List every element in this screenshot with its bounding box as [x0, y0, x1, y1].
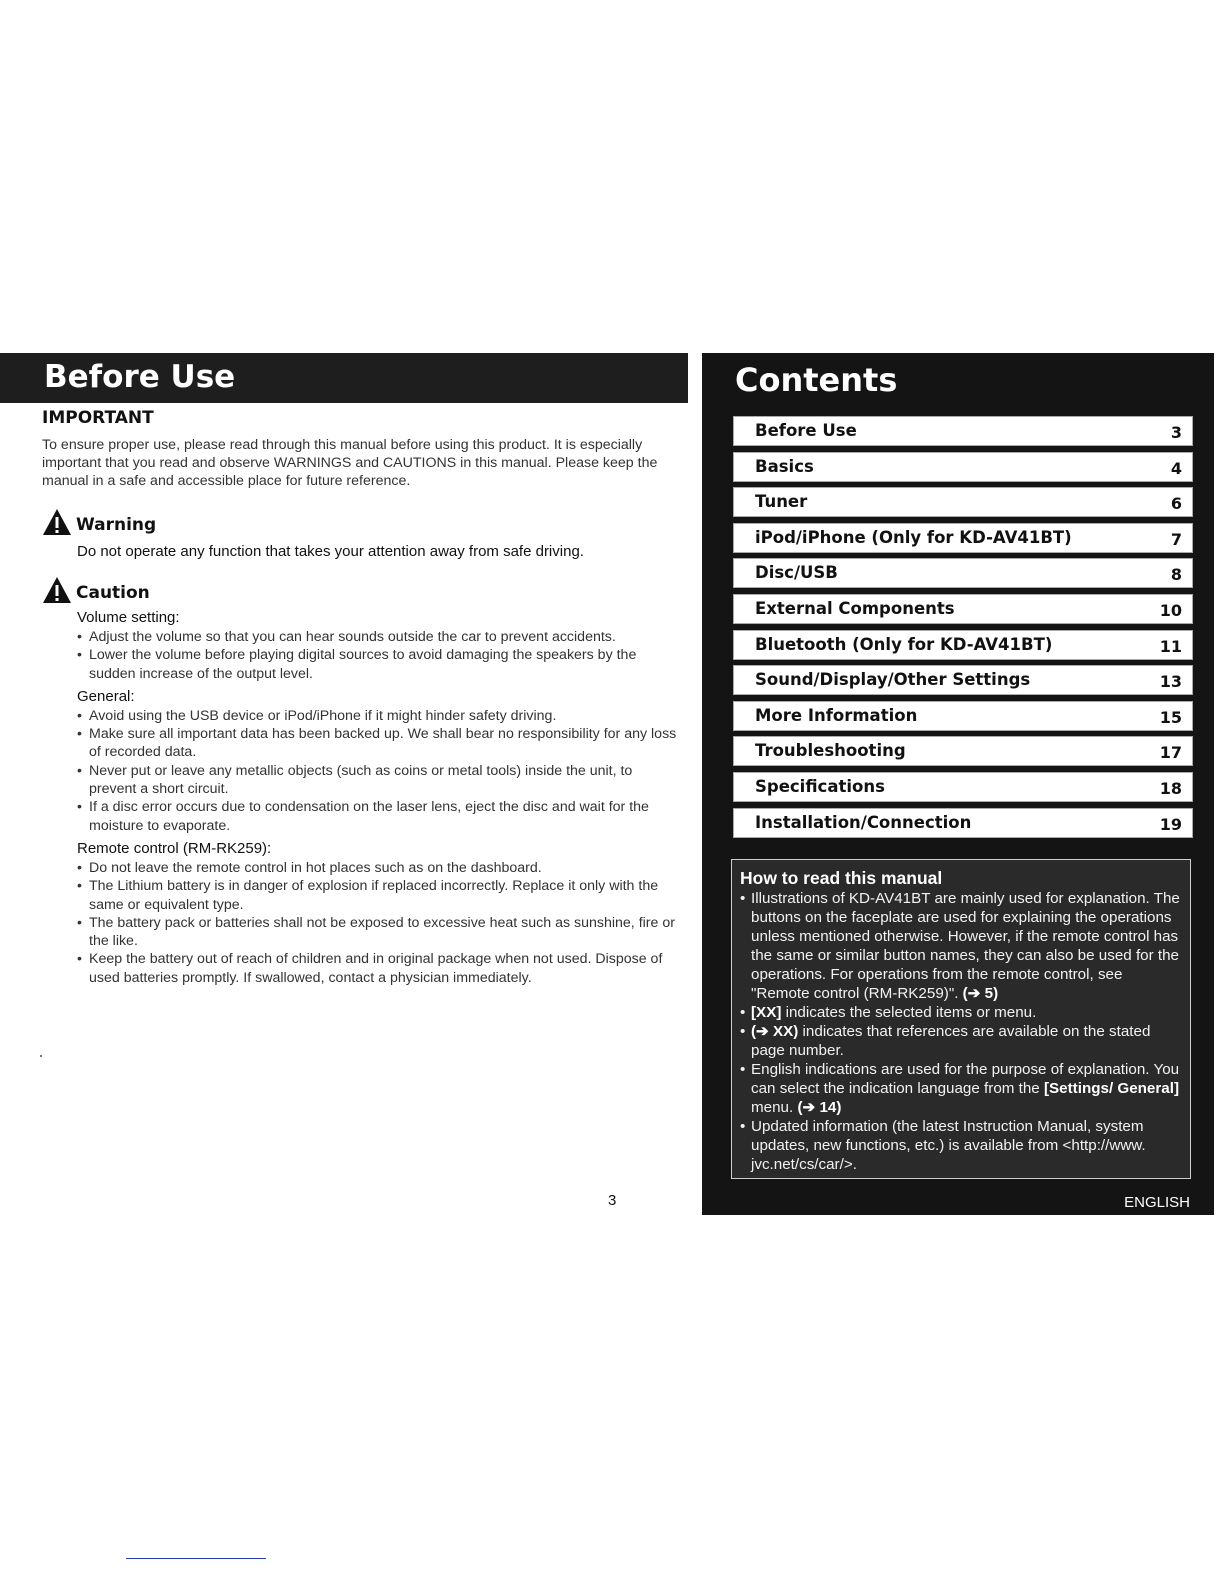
- list-item: • The battery pack or batteries shall not be exposed to excessive heat such as sunshine, fire or the like.: [77, 914, 682, 951]
- toc-page: 19: [1159, 814, 1182, 834]
- list-item: • Lower the volume before playing digital sources to avoid damaging the speakers by the sudden increase of the output level.: [77, 646, 682, 683]
- remote-list: [77, 859, 682, 987]
- toc-label: Tuner: [755, 492, 808, 512]
- howto-item-text: menu.: [751, 1099, 798, 1116]
- toc-entry[interactable]: [733, 594, 1193, 624]
- toc-page: 18: [1159, 778, 1182, 798]
- list-item: • Do not leave the remote control in hot places such as on the dashboard.: [77, 859, 682, 877]
- list-item: • The Lithium battery is in danger of explosion if replaced incorrectly. Replace it only with the same or equivalent type.: [77, 877, 682, 914]
- toc-label: iPod/iPhone (Only for KD-AV41BT): [755, 527, 1072, 547]
- contents-title: Contents: [735, 361, 898, 399]
- toc-entry[interactable]: [733, 772, 1193, 802]
- warning-label: Warning: [76, 515, 157, 535]
- howto-item-text: Illustrations of KD-AV41BT are mainly used for explanation. The buttons on the faceplate are used for explaining the operations unless mentioned otherwise. However, if the remote control has the same or similar button names, they can also be used for the operations. For operations from the remote control, see "Remote control (RM-RK259)".: [751, 890, 1180, 1002]
- how-to-read-box: [731, 859, 1191, 1179]
- toc-page: 6: [1170, 494, 1182, 514]
- toc-entry[interactable]: [733, 416, 1193, 446]
- caution-header: [42, 576, 682, 604]
- language-label: ENGLISH: [1124, 1194, 1190, 1211]
- toc-label: Troubleshooting: [755, 741, 906, 761]
- page-number: 3: [608, 1192, 617, 1209]
- toc-label: Specifications: [755, 776, 885, 796]
- important-text: To ensure proper use, please read through this manual before using this product. It is especially important that you read and observe WARNINGS and CAUTIONS in this manual. Please keep the manual in a safe and accessible place for future reference.: [42, 437, 658, 489]
- scan-speck: [40, 1055, 42, 1057]
- toc-entry[interactable]: [733, 736, 1193, 766]
- list-item: • Avoid using the USB device or iPod/iPhone if it might hinder safety driving.: [77, 707, 682, 725]
- list-item: [740, 1003, 1180, 1022]
- toc-entry[interactable]: [733, 523, 1193, 553]
- volume-list: [77, 628, 682, 683]
- general-list: [77, 707, 682, 835]
- toc-page: 3: [1170, 423, 1182, 442]
- toc-page: 7: [1170, 529, 1182, 549]
- howto-item-text: Updated information (the latest Instruction Manual, system updates, new functions, etc.) is available from <http://www. jvc.net/cs/car/>.: [751, 1118, 1146, 1173]
- toc-label: Disc/USB: [755, 563, 838, 583]
- list-item: [740, 1060, 1180, 1117]
- general-heading: General:: [77, 687, 135, 705]
- caution-label: Caution: [76, 583, 150, 603]
- toc-entry[interactable]: [733, 558, 1193, 588]
- toc-page: 13: [1159, 672, 1182, 692]
- toc-page: 10: [1159, 600, 1182, 620]
- toc-page: 4: [1170, 458, 1182, 478]
- list-item: • If a disc error occurs due to condensation on the laser lens, eject the disc and wait for the moisture to evaporate.: [77, 798, 682, 835]
- toc-page: 8: [1170, 565, 1182, 585]
- warning-header: [42, 508, 682, 536]
- howto-bold: [XX]: [751, 1004, 782, 1021]
- howto-bold: (➔ XX): [751, 1023, 799, 1040]
- howto-item-text: English indications are used for the purpose of explanation. You can select the indication language from the: [751, 1061, 1180, 1097]
- toc-entry[interactable]: [733, 665, 1193, 695]
- table-of-contents: [733, 416, 1193, 843]
- list-item: • Adjust the volume so that you can hear sounds outside the car to prevent accidents.: [77, 628, 682, 646]
- howto-ref: (➔ 14): [797, 1099, 842, 1116]
- toc-entry[interactable]: [733, 701, 1193, 731]
- toc-label: External Components: [755, 598, 955, 618]
- warning-icon: [42, 508, 72, 536]
- contents-panel: [702, 353, 1214, 1215]
- toc-label: Installation/Connection: [755, 812, 972, 832]
- important-heading: IMPORTANT: [42, 408, 154, 428]
- list-item: • Never put or leave any metallic objects (such as coins or metal tools) inside the unit, to prevent a short circuit.: [77, 762, 682, 799]
- caution-icon: [42, 576, 72, 604]
- page-title: Before Use: [44, 359, 236, 395]
- list-item: • Make sure all important data has been backed up. We shall bear no responsibility for any loss of recorded data.: [77, 725, 682, 762]
- toc-entry[interactable]: [733, 487, 1193, 517]
- toc-page: 11: [1159, 636, 1182, 656]
- toc-label: Before Use: [755, 421, 857, 440]
- toc-label: Sound/Display/Other Settings: [755, 670, 1031, 690]
- howto-item-text: indicates that references are available on the stated page number.: [751, 1023, 1151, 1059]
- howto-list: [740, 889, 1180, 1174]
- footer-underline: [126, 1558, 266, 1559]
- howto-heading: How to read this manual: [740, 868, 943, 888]
- remote-heading: Remote control (RM-RK259):: [77, 839, 272, 857]
- toc-page: 15: [1159, 707, 1182, 727]
- howto-ref: (➔ 5): [962, 985, 999, 1002]
- before-use-banner: [0, 353, 688, 403]
- list-item: • Keep the battery out of reach of children and in original package when not used. Dispose of used batteries promptly. If swallowed, contact a physician immediately.: [77, 950, 682, 987]
- toc-entry[interactable]: [733, 452, 1193, 482]
- howto-item-text: indicates the selected items or menu.: [781, 1004, 1037, 1021]
- toc-label: Basics: [755, 456, 814, 476]
- list-item: [740, 1022, 1180, 1060]
- howto-bold: [Settings/ General]: [1043, 1080, 1179, 1097]
- list-item: [740, 889, 1180, 1003]
- toc-page: 17: [1159, 743, 1182, 763]
- before-use-content: [42, 408, 682, 987]
- list-item: [740, 1117, 1180, 1174]
- toc-entry[interactable]: [733, 808, 1193, 838]
- warning-text: Do not operate any function that takes your attention away from safe driving.: [77, 543, 584, 560]
- toc-label: Bluetooth (Only for KD-AV41BT): [755, 634, 1053, 654]
- toc-label: More Information: [755, 705, 918, 725]
- toc-entry[interactable]: [733, 630, 1193, 660]
- volume-heading: Volume setting:: [77, 609, 180, 626]
